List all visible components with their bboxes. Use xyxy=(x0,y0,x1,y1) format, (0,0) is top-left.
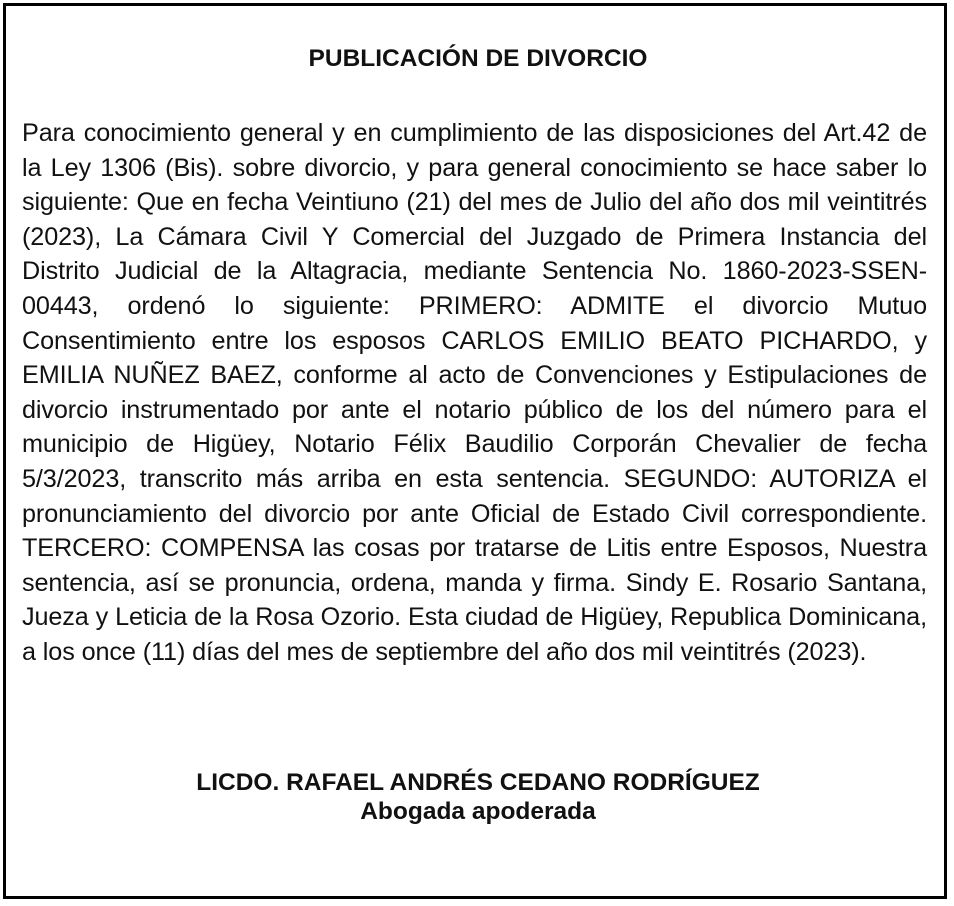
notice-body-text: Para conocimiento general y en cumplimiento de las disposiciones del Art.42 de la Ley 1306 (Bis). sobre divorcio, y para general conocimiento se hace saber lo siguiente: Que en fecha Veintiuno (21) del mes de Julio del año dos mil veintitrés (2023), La Cámara Civil Y Comercial del Juzgado de Primera Instancia del Distrito Judicial de la Altagracia, mediante Sentencia No. 1860-2023-SSEN-00443, ordenó lo siguiente: PRIMERO: ADMITE el divorcio Mutuo Consentimiento entre los esposos CARLOS EMILIO BEATO PICHARDO, y EMILIA NUÑEZ BAEZ, conforme al acto de Convenciones y Estipulaciones de divorcio instrumentado por ante el notario público de los del número para el municipio de Higüey, Notario Félix Baudilio Corporán Chevalier de fecha 5/3/2023, transcrito más arriba en esta sentencia. SEGUNDO: AUTORIZA el pronunciamiento del divorcio por ante Oficial de Estado Civil correspondiente. TERCERO: COMPENSA las cosas por tratarse de Litis entre Esposos, Nuestra sentencia, así se pronuncia, ordena, manda y firma. Sindy E. Rosario Santana, Jueza y Leticia de la Rosa Ozorio. Esta ciudad de Higüey, Republica Dominicana, a los once (11) días del mes de septiembre del año dos mil veintitrés (2023). xyxy=(22,119,927,666)
notice-frame xyxy=(3,3,947,899)
signature-block xyxy=(6,768,950,826)
notice-title: PUBLICACIÓN DE DIVORCIO xyxy=(308,45,648,72)
signature-name: LICDO. RAFAEL ANDRÉS CEDANO RODRÍGUEZ xyxy=(196,769,760,796)
signature-role: Abogada apoderada xyxy=(360,798,596,825)
